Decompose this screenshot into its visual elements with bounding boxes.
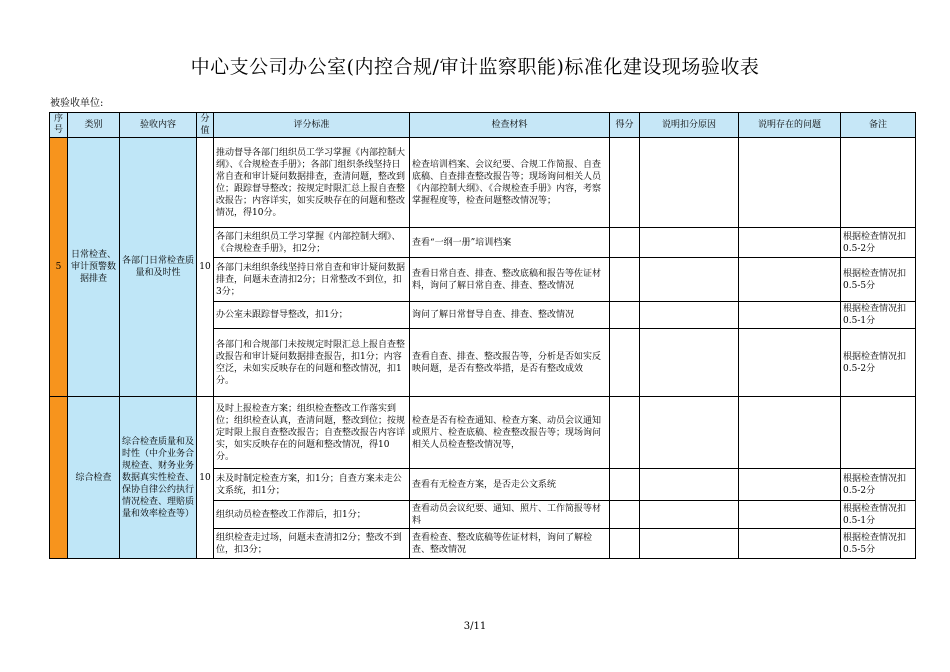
deduction-reason-cell[interactable] <box>640 397 739 469</box>
points-cell[interactable] <box>610 501 640 529</box>
materials-cell: 查看自查、排查、整改报告等，分析是否如实反映问题，是否有整改举措，是否有整改成效 <box>410 329 610 397</box>
header-seq: 序号 <box>50 113 68 138</box>
issues-cell[interactable] <box>739 228 841 258</box>
header-points: 得分 <box>610 113 640 138</box>
criteria-cell: 各部门未组织条线坚持日常自查和审计疑问数据排查，问题未查清扣2分；日常整改不到位，扣3分； <box>214 258 410 302</box>
table-row <box>50 138 916 228</box>
criteria-cell: 及时上报检查方案；组织检查整改工作落实到位；组织检查认真，查清问题，整改到位；按规定时限上报自查整改报告；自查整改报告内容详实，如实反映存在的问题和整改情况，得10分。 <box>214 397 410 469</box>
remarks-cell: 根据检查情况扣0.5-2分 <box>841 228 916 258</box>
materials-cell: 检查是否有检查通知、检查方案、动员会议通知或照片、检查底稿、检查整改报告等；现场询问相关人员检查整改情况等， <box>410 397 610 469</box>
section6-seq <box>50 397 68 559</box>
criteria-cell: 未及时制定检查方案，扣1分；自查方案未走公文系统，扣1分； <box>214 469 410 501</box>
section5-score: 10 <box>197 138 214 397</box>
unit-label: 被验收单位: <box>50 98 104 109</box>
issues-cell[interactable] <box>739 529 841 559</box>
section6-content: 综合检查质量和及时性（中介业务合规检查、财务业务数据真实性检查、保协自律公约执行情况检查、理赔质量和效率检查等） <box>120 397 197 559</box>
table-row <box>50 397 916 469</box>
deduction-reason-cell[interactable] <box>640 302 739 329</box>
materials-cell: 询问了解日常督导自查、排查、整改情况 <box>410 302 610 329</box>
criteria-cell: 推动督导各部门组织员工学习掌握《内部控制大纲》、《合规检查手册》；各部门组织条线坚持日常自查和审计疑问数据排查，查清问题，整改到位；跟踪督导整改；按规定时限汇总上报自查整改报告；内容详实，如实反映存在的问题和整改情况，得10分。 <box>214 138 410 228</box>
remarks-cell: 根据检查情况扣0.5-2分 <box>841 329 916 397</box>
header-category: 类别 <box>68 113 120 138</box>
remarks-cell: 根据检查情况扣0.5-5分 <box>841 529 916 559</box>
acceptance-table <box>49 112 916 559</box>
section5-category: 日常检查、审计预警数据排查 <box>68 138 120 397</box>
page-title: 中心支公司办公室(内控合规/审计监察职能)标准化建设现场验收表 <box>190 56 760 78</box>
page-number: 3/11 <box>463 621 487 632</box>
points-cell[interactable] <box>610 397 640 469</box>
criteria-cell: 各部门和合规部门未按规定时限汇总上报自查整改报告和审计疑问数据排查报告，扣1分；内容空泛，未如实反映存在的问题和整改情况，扣1分。 <box>214 329 410 397</box>
remarks-cell: 根据检查情况扣0.5-1分 <box>841 501 916 529</box>
points-cell[interactable] <box>610 529 640 559</box>
header-score: 分值 <box>197 113 214 138</box>
criteria-cell: 办公室未跟踪督导整改，扣1分； <box>214 302 410 329</box>
header-issues: 说明存在的问题 <box>739 113 841 138</box>
section5-content: 各部门日常检查质量和及时性 <box>120 138 197 397</box>
points-cell[interactable] <box>610 302 640 329</box>
table-header-row <box>50 113 916 138</box>
points-cell[interactable] <box>610 228 640 258</box>
materials-cell: 查看日常自查、排查、整改底稿和报告等佐证材料，询问了解日常自查、排查、整改情况 <box>410 258 610 302</box>
remarks-cell: 根据检查情况扣0.5-5分 <box>841 258 916 302</box>
section6-score: 10 <box>197 397 214 559</box>
issues-cell[interactable] <box>739 302 841 329</box>
deduction-reason-cell[interactable] <box>640 228 739 258</box>
points-cell[interactable] <box>610 469 640 501</box>
materials-cell: 查看有无检查方案，是否走公文系统 <box>410 469 610 501</box>
header-criteria: 评分标准 <box>214 113 410 138</box>
remarks-cell: 根据检查情况扣0.5-2分 <box>841 469 916 501</box>
header-remarks: 备注 <box>841 113 916 138</box>
materials-cell: 查看动员会议纪要、通知、照片、工作简报等材料 <box>410 501 610 529</box>
criteria-cell: 组织检查走过场，问题未查清扣2分；整改不到位，扣3分； <box>214 529 410 559</box>
points-cell[interactable] <box>610 329 640 397</box>
header-deduction-reason: 说明扣分原因 <box>640 113 739 138</box>
points-cell[interactable] <box>610 258 640 302</box>
issues-cell[interactable] <box>739 501 841 529</box>
materials-cell: 检查培训档案、会议纪要、合规工作简报、自查底稿、自查排查整改报告等；现场询问相关人员《内部控制大纲》、《合规检查手册》内容，考察掌握程度等，检查问题整改情况等； <box>410 138 610 228</box>
deduction-reason-cell[interactable] <box>640 138 739 228</box>
header-content: 验收内容 <box>120 113 197 138</box>
deduction-reason-cell[interactable] <box>640 529 739 559</box>
deduction-reason-cell[interactable] <box>640 258 739 302</box>
section5-seq: 5 <box>50 138 68 397</box>
remarks-cell <box>841 397 916 469</box>
issues-cell[interactable] <box>739 397 841 469</box>
points-cell[interactable] <box>610 138 640 228</box>
header-materials: 检查材料 <box>410 113 610 138</box>
issues-cell[interactable] <box>739 329 841 397</box>
criteria-cell: 各部门未组织员工学习掌握《内部控制大纲》、《合规检查手册》，扣2分； <box>214 228 410 258</box>
materials-cell: 查看“一纲一册”培训档案 <box>410 228 610 258</box>
materials-cell: 查看检查、整改底稿等佐证材料，询问了解检查、整改情况 <box>410 529 610 559</box>
deduction-reason-cell[interactable] <box>640 501 739 529</box>
issues-cell[interactable] <box>739 138 841 228</box>
criteria-cell: 组织动员检查整改工作滞后，扣1分； <box>214 501 410 529</box>
deduction-reason-cell[interactable] <box>640 329 739 397</box>
remarks-cell <box>841 138 916 228</box>
deduction-reason-cell[interactable] <box>640 469 739 501</box>
issues-cell[interactable] <box>739 469 841 501</box>
section6-category: 综合检查 <box>68 397 120 559</box>
issues-cell[interactable] <box>739 258 841 302</box>
remarks-cell: 根据检查情况扣0.5-1分 <box>841 302 916 329</box>
